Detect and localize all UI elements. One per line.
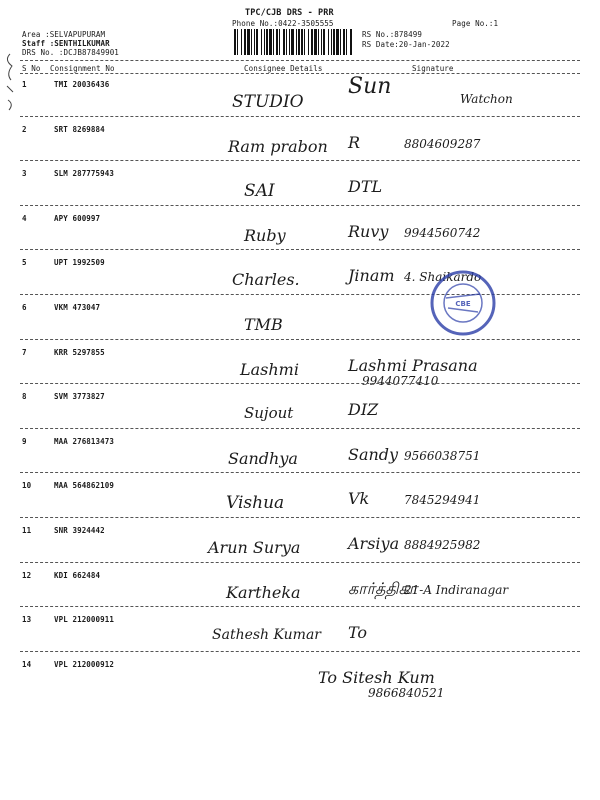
signature: To Sitesh Kum xyxy=(318,667,435,687)
row-divider xyxy=(20,205,580,206)
consignee-name: Kartheka xyxy=(226,582,301,602)
row-divider xyxy=(20,116,580,117)
consignee-name: Sathesh Kumar xyxy=(212,627,321,644)
signature-note: 9944077410 xyxy=(362,373,439,388)
post-office-stamp xyxy=(428,268,498,338)
signature: Vk xyxy=(348,489,370,509)
document-title: TPC/CJB DRS - PRR xyxy=(245,8,334,18)
signature: Ruvy xyxy=(348,221,389,241)
row-number: 7 xyxy=(22,347,27,357)
signature: Arsiya xyxy=(348,534,400,553)
drs-number: DRS No. :DCJB87849901 xyxy=(22,48,119,57)
area-label: Area :SELVAPUPURAM xyxy=(22,30,106,39)
signature-note: 7845294941 xyxy=(404,493,481,508)
page-number: Page No.:1 xyxy=(452,19,499,28)
signature-note: 4. Shaikardo xyxy=(404,270,482,285)
signature-note: Watchon xyxy=(460,92,513,106)
column-header-sno: S No xyxy=(22,64,41,73)
row-divider xyxy=(20,517,580,518)
svg-text:CBE: CBE xyxy=(455,300,471,308)
rs-date: RS Date:20-Jan-2022 xyxy=(362,40,450,49)
signature: R xyxy=(348,132,361,152)
consignment-number: VPL 212000911 xyxy=(54,615,114,625)
row-number: 5 xyxy=(22,258,27,268)
row-number: 1 xyxy=(22,80,27,89)
margin-scribble-icon xyxy=(2,52,18,112)
signature: To xyxy=(348,623,368,643)
signature: Sandy xyxy=(348,444,399,464)
consignee-name: SAI xyxy=(244,181,275,202)
consignment-number: MAA 276813473 xyxy=(54,436,114,446)
column-header-details: Consignee Details xyxy=(244,64,323,73)
consignment-number: KDI 662484 xyxy=(54,570,101,580)
signature: Sun xyxy=(348,74,392,99)
row-number: 4 xyxy=(22,213,27,223)
consignee-name: Lashmi xyxy=(240,359,299,379)
rs-number: RS No.:878499 xyxy=(362,30,422,39)
column-header-consignment: Consignment No xyxy=(50,64,115,73)
signature: DTL xyxy=(348,177,383,197)
consignment-number: APY 600997 xyxy=(54,213,101,223)
signature-note: 9866840521 xyxy=(368,685,445,700)
row-number: 6 xyxy=(22,303,27,312)
consignment-number: TMI 20036436 xyxy=(54,80,110,89)
row-divider xyxy=(20,562,580,563)
row-number: 2 xyxy=(22,124,27,134)
row-divider xyxy=(20,472,580,473)
row-divider xyxy=(20,428,580,429)
phone-number: Phone No.:0422-3505555 xyxy=(232,19,334,28)
signature: Jinam xyxy=(348,266,395,286)
row-number: 9 xyxy=(22,436,27,446)
row-number: 3 xyxy=(22,169,27,179)
signature: கார்த்திகா xyxy=(348,578,418,598)
barcode-icon xyxy=(232,28,356,56)
consignee-name: Sujout xyxy=(244,404,294,423)
row-number: 11 xyxy=(22,526,32,535)
row-number: 8 xyxy=(22,392,27,402)
consignment-number: VKM 473047 xyxy=(54,303,101,312)
consignment-number: MAA 564862109 xyxy=(54,481,114,491)
rule-header xyxy=(20,73,580,74)
consignee-name: Ruby xyxy=(244,225,286,245)
signature: Lashmi Prasana xyxy=(348,355,478,375)
row-divider xyxy=(20,160,580,161)
signature-note: 21-A Indiranagar xyxy=(404,582,509,597)
row-divider xyxy=(20,339,580,340)
signature: DIZ xyxy=(348,400,379,420)
column-header-signature: Signature xyxy=(412,64,454,73)
consignment-number: SRT 8269884 xyxy=(54,124,105,134)
consignment-number: KRR 5297855 xyxy=(54,347,105,357)
consignee-name: STUDIO xyxy=(232,92,304,112)
signature-note: 8804609287 xyxy=(404,136,481,151)
staff-label: Staff :SENTHILKUMAR xyxy=(22,39,110,48)
consignment-number: SLM 287775943 xyxy=(54,169,114,179)
consignment-number: VPL 212000912 xyxy=(54,659,114,669)
row-divider xyxy=(20,249,580,250)
consignment-number: UPT 1992509 xyxy=(54,258,105,268)
consignee-name: Arun Surya xyxy=(208,538,301,557)
consignee-name: TMB xyxy=(244,315,283,334)
consignment-number: SVM 3773827 xyxy=(54,392,105,402)
row-number: 13 xyxy=(22,615,32,625)
row-number: 10 xyxy=(22,481,32,491)
consignee-name: Ram prabon xyxy=(228,136,328,156)
rule-top xyxy=(20,60,580,61)
row-divider xyxy=(20,383,580,384)
consignee-name: Vishua xyxy=(226,493,285,514)
consignment-number: SNR 3924442 xyxy=(54,526,105,535)
consignee-name: Sandhya xyxy=(228,448,298,468)
row-divider xyxy=(20,651,580,652)
signature-note: 9566038751 xyxy=(404,448,481,463)
row-number: 12 xyxy=(22,570,32,580)
row-divider xyxy=(20,606,580,607)
signature-note: 9944560742 xyxy=(404,225,481,240)
consignee-name: Charles. xyxy=(232,270,300,290)
signature-note: 8884925982 xyxy=(404,538,481,552)
row-number: 14 xyxy=(22,659,32,669)
